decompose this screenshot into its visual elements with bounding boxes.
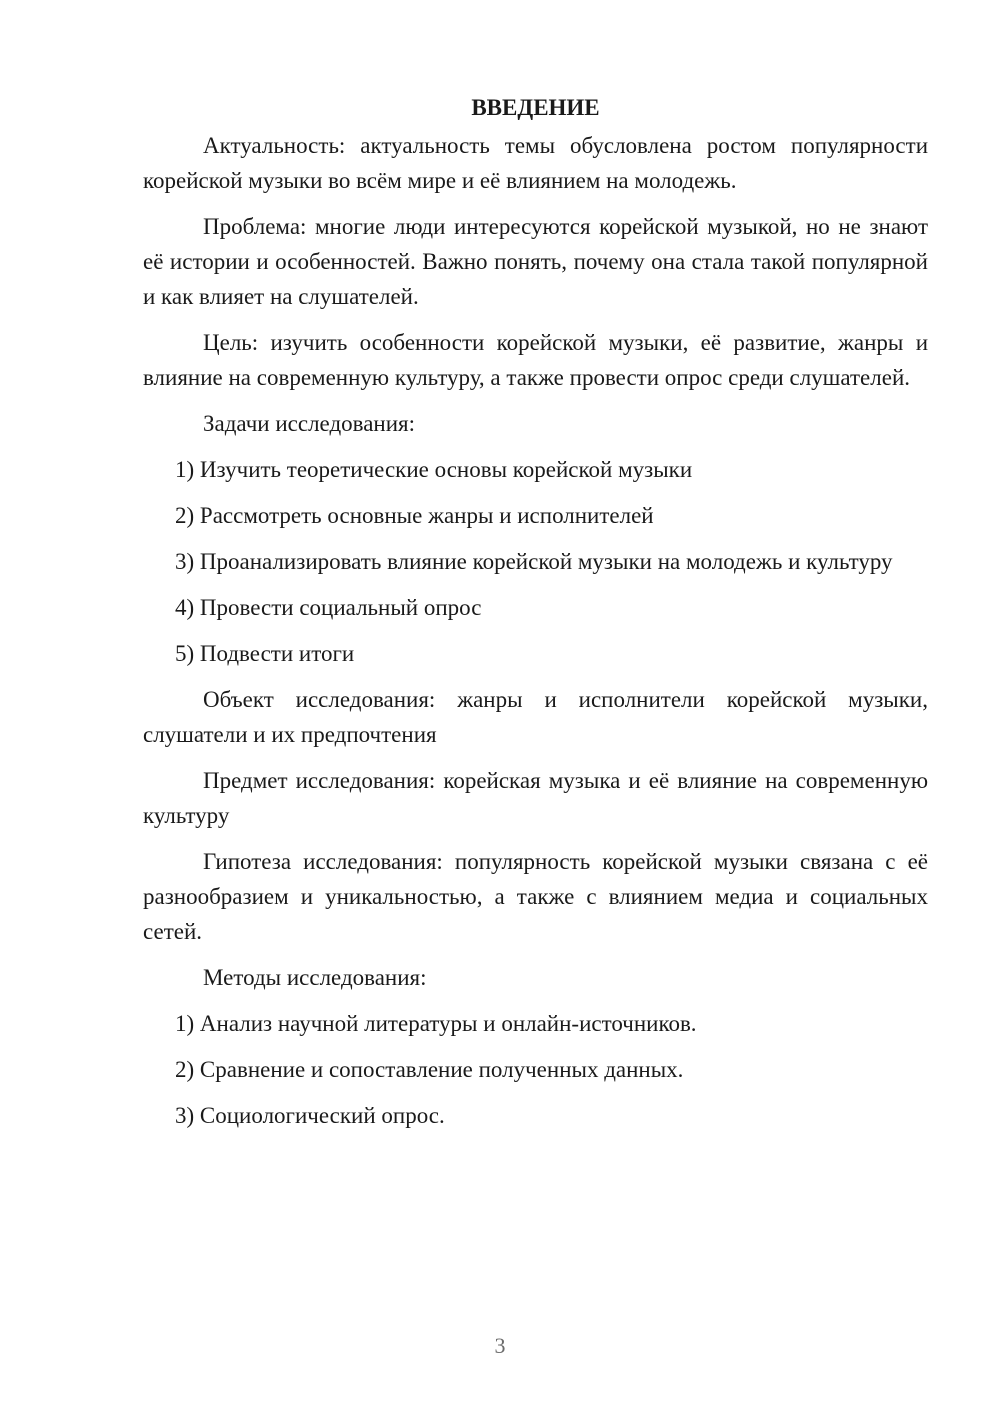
hypothesis-paragraph: Гипотеза исследования: популярность корейской музыки связана с её разнообразием и уникальностью, а также с влиянием медиа и социальных сетей. xyxy=(143,849,928,944)
page-number: 3 xyxy=(494,1333,506,1358)
task-item: 1) Изучить теоретические основы корейской музыки xyxy=(175,457,693,482)
task-item: 4) Провести социальный опрос xyxy=(175,595,482,620)
methods-list xyxy=(143,1006,928,1133)
method-item: 1) Анализ научной литературы и онлайн-источников. xyxy=(175,1011,697,1036)
task-item: 3) Проанализировать влияние корейской музыки на молодежь и культуру xyxy=(175,549,893,574)
method-item: 2) Сравнение и сопоставление полученных данных. xyxy=(175,1057,684,1082)
actuality-paragraph: Актуальность: актуальность темы обусловлена ростом популярности корейской музыки во всём мире и её влиянием на молодежь. xyxy=(143,133,928,193)
object-paragraph: Объект исследования: жанры и исполнители корейской музыки, слушатели и их предпочтения xyxy=(143,687,928,747)
tasks-heading: Задачи исследования: xyxy=(203,411,416,436)
task-item: 5) Подвести итоги xyxy=(175,641,355,666)
method-item: 3) Социологический опрос. xyxy=(175,1103,445,1128)
tasks-list xyxy=(143,452,928,671)
section-title: ВВЕДЕНИЕ xyxy=(471,95,600,120)
goal-paragraph: Цель: изучить особенности корейской музыки, её развитие, жанры и влияние на современную культуру, а также провести опрос среди слушателей. xyxy=(143,330,928,390)
subject-paragraph: Предмет исследования: корейская музыка и её влияние на современную культуру xyxy=(143,768,928,828)
document-page xyxy=(143,90,928,1144)
problem-paragraph: Проблема: многие люди интересуются корейской музыкой, но не знают её истории и особенностей. Важно понять, почему она стала такой популярной и как влияет на слушателей. xyxy=(143,214,928,309)
methods-heading: Методы исследования: xyxy=(203,965,427,990)
task-item: 2) Рассмотреть основные жанры и исполнителей xyxy=(175,503,654,528)
